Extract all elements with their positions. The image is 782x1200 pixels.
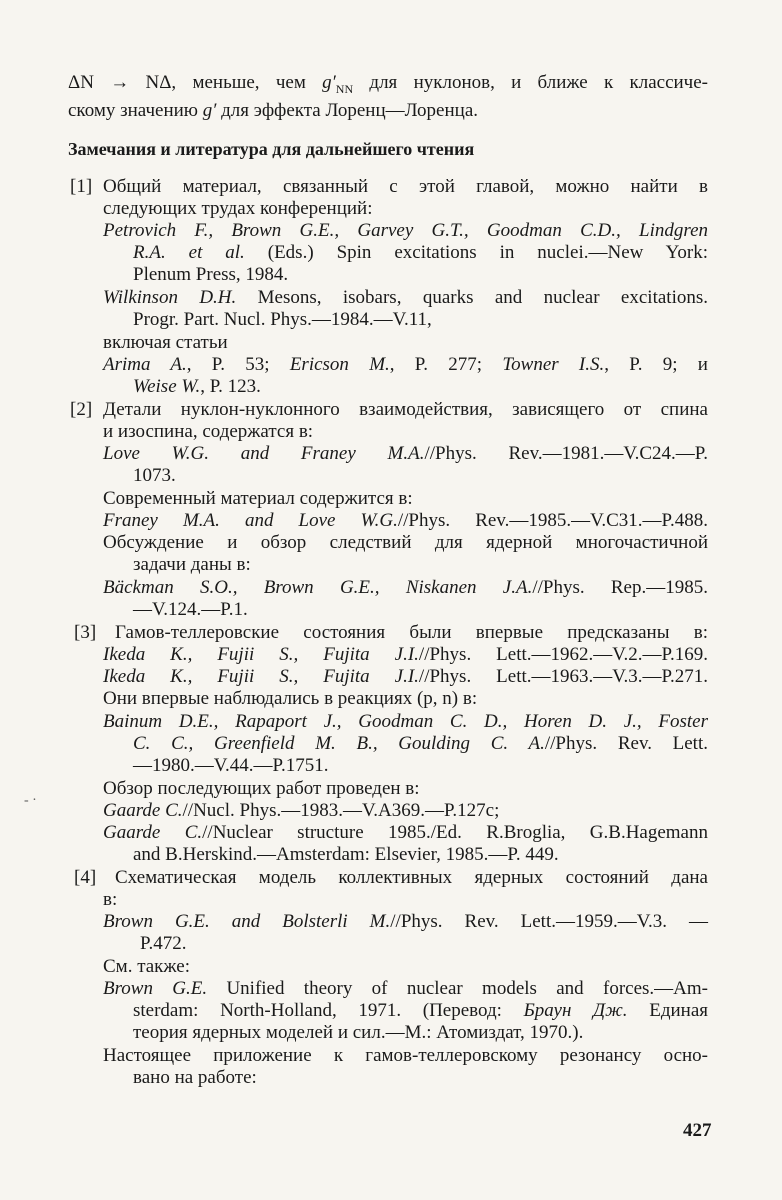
ref-1-articles-cont: Weise W., P. 123. — [133, 376, 261, 397]
ref-4-see-also: См. также: — [103, 956, 190, 977]
ref-1-citation-2-cont: Progr. Part. Nucl. Phys.—1984.—V.11, — [133, 309, 432, 330]
ref-1-including: включая статьи — [103, 332, 228, 353]
ref-3-citation-1: Ikeda K., Fujii S., Fujita J.I.//Phys. Lett.—1962.—V.2.—P.169. — [103, 644, 708, 665]
ref-2-citation-1: Love W.G. and Franey M.A.//Phys. Rev.—1981.—V.C24.—P. — [103, 443, 708, 464]
ref-2-modern: Современный материал содержится в: — [103, 488, 413, 509]
ref-1-citation-1: Petrovich F., Brown G.E., Garvey G.T., Goodman C.D., Lindgren — [103, 220, 708, 241]
ref-4-number: [4] — [74, 867, 97, 888]
ref-3-citation-2: Ikeda K., Fujii S., Fujita J.I.//Phys. Lett.—1963.—V.3.—P.271. — [103, 666, 708, 687]
ref-2-text: Детали нуклон-нуклонного взаимодействия, зависящего от спина и изоспина, содержатся в: — [103, 399, 708, 442]
intro-line-1: ΔN → NΔ, меньше, чем $g'_{NN}$ для нуклонов, и ближе к классиче- — [68, 72, 708, 96]
ref-2-citation-2: Franey M.A. and Love W.G.//Phys. Rev.—1985.—V.C31.—P.488. — [103, 510, 709, 531]
ref-2-citation-1-cont: 1073. — [133, 465, 176, 486]
ref-3-review: Обзор последующих работ проведен в: — [103, 778, 420, 799]
ref-3-text: Гамов-теллеровские состояния были впервые предсказаны в: — [115, 622, 708, 643]
ref-4-application-cont: вано на работе: — [133, 1067, 257, 1088]
ref-1-citation-2: Wilkinson D.H. Mesons, isobars, quarks and nuclear excitations. — [103, 287, 708, 308]
section-heading: Замечания и литература для дальнейшего чтения — [68, 139, 475, 159]
page-number: 427 — [683, 1120, 712, 1141]
margin-speck: - · — [24, 793, 37, 808]
ref-4-text: Схематическая модель коллективных ядерных состояний дана — [115, 867, 708, 888]
ref-4-citation-2: Brown G.E. Unified theory of nuclear models and forces.—Am- — [103, 978, 709, 999]
ref-2-discussion: Обсуждение и обзор следствий для ядерной многочастичной — [103, 532, 708, 553]
ref-4-citation-1-cont: P.472. — [140, 933, 187, 954]
intro-line-2: скому значению g′ для эффекта Лоренц—Лоренца. — [68, 99, 479, 121]
ref-1-citation-1-cont: R.A. et al. (Eds.) Spin excitations in nuclei.—New York: Plenum Press, 1984. — [133, 242, 708, 285]
ref-3-observed: Они впервые наблюдались в реакциях (p, n) в: — [103, 688, 478, 709]
ref-4-text-cont: в: — [103, 889, 118, 910]
ref-1-text: Общий материал, связанный с этой главой, можно найти в следующих трудах конференций: — [103, 176, 708, 219]
ref-3-citation-5-cont: and B.Herskind.—Amsterdam: Elsevier, 1985.—P. 449. — [133, 844, 559, 865]
ref-4-application: Настоящее приложение к гамов-теллеровскому резонансу осно- — [103, 1045, 708, 1066]
ref-1-number: [1] — [70, 176, 93, 197]
ref-3-number: [3] — [74, 622, 97, 643]
ref-1-articles: Arima A., P. 53; Ericson M., P. 277; Towner I.S., P. 9; и — [103, 354, 708, 375]
ref-2-discussion-cont: задачи даны в: — [133, 554, 251, 575]
ref-3-citation-3: Bainum D.E., Rapaport J., Goodman C. D., Horen D. J., Foster — [103, 711, 708, 732]
ref-4-citation-1: Brown G.E. and Bolsterli M.//Phys. Rev. Lett.—1959.—V.3. — — [103, 911, 708, 932]
ref-3-citation-3-cont: C. C., Greenfield M. B., Goulding C. A.//Phys. Rev. Lett. —1980.—V.44.—P.1751. — [133, 733, 708, 776]
ref-3-citation-4: Gaarde C.//Nucl. Phys.—1983.—V.A369.—P.127c; — [103, 800, 500, 821]
ref-4-citation-2-cont: sterdam: North-Holland, 1971. (Перевод: Браун Дж. Единая теория ядерных моделей и сил.—М.: Атомиздат, 1970.). — [133, 1000, 708, 1043]
ref-2-citation-3: Bäckman S.O., Brown G.E., Niskanen J.A.//Phys. Rep.—1985. — [103, 577, 708, 598]
ref-2-citation-3-cont: —V.124.—P.1. — [133, 599, 248, 620]
ref-2-number: [2] — [70, 399, 93, 420]
ref-3-citation-5: Gaarde C.//Nuclear structure 1985./Ed. R.Broglia, G.B.Hagemann — [103, 822, 708, 843]
intro-paragraph — [68, 72, 708, 122]
